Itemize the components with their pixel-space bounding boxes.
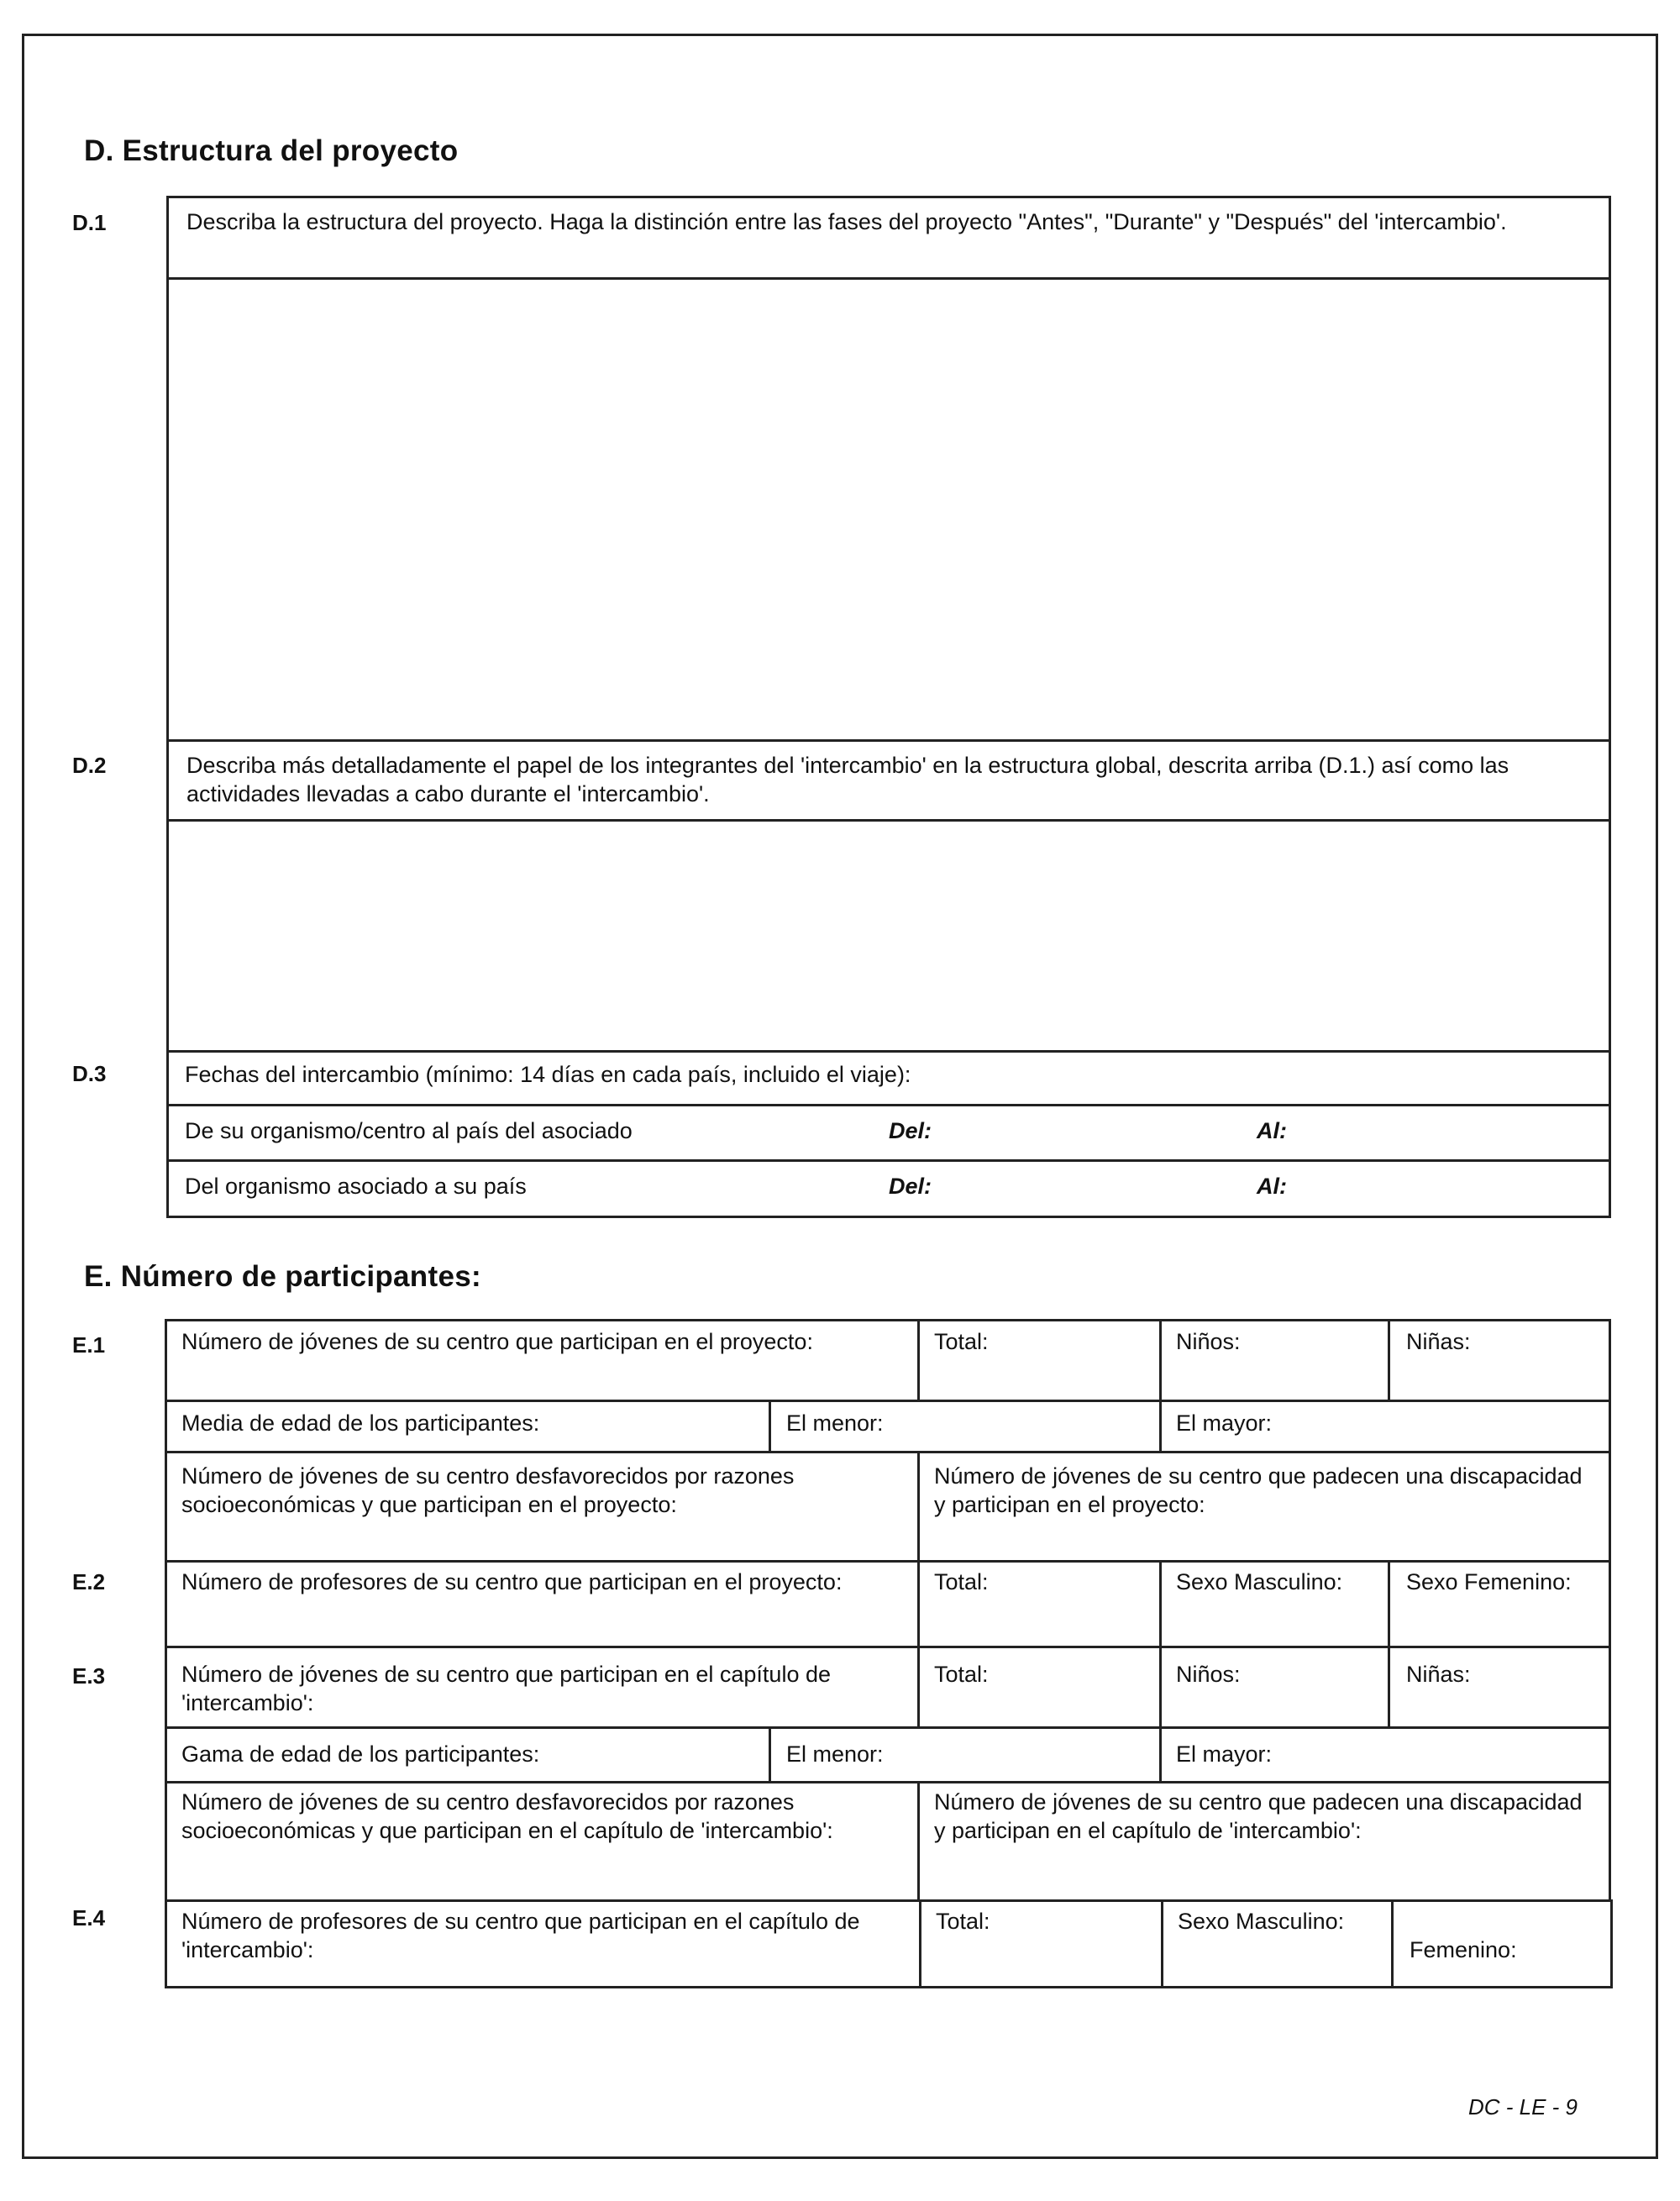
d3-code: D.3 (72, 1061, 107, 1086)
e1-media-edad-field[interactable]: Media de edad de los participantes: (181, 1410, 540, 1436)
e1-ninas-field[interactable]: Niñas: (1406, 1329, 1471, 1354)
e3-gama-edad-field[interactable]: Gama de edad de los participantes: (181, 1741, 540, 1767)
e1-mayor-field[interactable]: El mayor: (1176, 1410, 1273, 1436)
e1-menor-field[interactable]: El menor: (786, 1410, 884, 1436)
divider (1388, 1560, 1390, 1648)
e1-jovenes-label: Número de jóvenes de su centro que participan en el proyecto: (181, 1329, 813, 1354)
divider (1388, 1319, 1390, 1400)
section-d-title: D. Estructura del proyecto (84, 134, 459, 167)
d2-question: Describa más detalladamente el papel de los integrantes del 'intercambio' en la estructura global, descrita arriba (D.1.) así como las actividades llevadas a cabo durante el 'intercambio'. (186, 753, 1509, 806)
e1-discapacidad-field[interactable]: Número de jóvenes de su centro que padecen una discapacidad y participan en el proyecto: (934, 1463, 1583, 1517)
divider (1391, 1899, 1394, 1988)
divider (165, 1451, 1611, 1453)
d1-question: Describa la estructura del proyecto. Haga la distinción entre las fases del proyecto "Antes", "Durante" y "Después" del 'intercambio'. (186, 209, 1507, 234)
e2-code: E.2 (72, 1569, 106, 1594)
e3-mayor-field[interactable]: El mayor: (1176, 1741, 1273, 1767)
divider (1159, 1560, 1162, 1648)
d3-row2-label: Del organismo asociado a su país (185, 1174, 527, 1199)
e1-code: E.1 (72, 1332, 106, 1358)
divider (769, 1400, 771, 1451)
e3-menor-field[interactable]: El menor: (786, 1741, 884, 1767)
e3-total-field[interactable]: Total: (934, 1662, 989, 1687)
d3-row2-al-field[interactable]: Al: (1257, 1174, 1287, 1199)
e3-code: E.3 (72, 1663, 106, 1689)
e3-ninas-field[interactable]: Niñas: (1406, 1662, 1471, 1687)
divider (165, 1726, 1611, 1729)
e1-total-field[interactable]: Total: (934, 1329, 989, 1354)
e2-femenino-field[interactable]: Sexo Femenino: (1406, 1569, 1572, 1594)
section-e-title: E. Número de participantes: (84, 1260, 481, 1293)
divider (917, 1319, 920, 1400)
d3-row1-del-field[interactable]: Del: (889, 1118, 932, 1143)
d2-answer-area[interactable] (166, 819, 1611, 1053)
e2-profesores-label: Número de profesores de su centro que participan en el proyecto: (181, 1569, 843, 1594)
divider (919, 1899, 921, 1988)
e3-desfavorecidos-field[interactable]: Número de jóvenes de su centro desfavorecidos por razones socioeconómicas y que participan en el capítulo de 'intercambio': (181, 1789, 833, 1843)
divider (917, 1781, 920, 1902)
d3-row1-al-field[interactable]: Al: (1257, 1118, 1287, 1143)
divider (166, 1104, 1611, 1106)
page-code: DC - LE - 9 (1467, 2094, 1578, 2120)
divider (769, 1726, 771, 1781)
divider (165, 1781, 1611, 1783)
e1-ninos-field[interactable]: Niños: (1176, 1329, 1241, 1354)
divider (165, 1400, 1611, 1402)
d1-answer-area[interactable] (166, 277, 1611, 742)
divider (166, 1159, 1611, 1162)
d3-header: Fechas del intercambio (mínimo: 14 días en cada país, incluido el viaje): (185, 1062, 911, 1087)
d1-code: D.1 (72, 210, 107, 235)
e3-ninos-field[interactable]: Niños: (1176, 1662, 1241, 1687)
e2-total-field[interactable]: Total: (934, 1569, 989, 1594)
e4-code: E.4 (72, 1905, 106, 1930)
divider (1161, 1899, 1163, 1988)
divider (1388, 1646, 1390, 1726)
e3-jovenes-label: Número de jóvenes de su centro que participan en el capítulo de 'intercambio': (181, 1662, 831, 1715)
divider (1159, 1319, 1162, 1451)
d3-row2-del-field[interactable]: Del: (889, 1174, 932, 1199)
e2-masculino-field[interactable]: Sexo Masculino: (1176, 1569, 1343, 1594)
d2-code: D.2 (72, 753, 107, 778)
e4-femenino-field[interactable]: Femenino: (1410, 1937, 1517, 1962)
e4-masculino-field[interactable]: Sexo Masculino: (1178, 1909, 1345, 1934)
e4-total-field[interactable]: Total: (936, 1909, 990, 1934)
divider (917, 1560, 920, 1648)
divider (917, 1646, 920, 1726)
e3-discapacidad-field[interactable]: Número de jóvenes de su centro que padecen una discapacidad y participan en el capítulo de 'intercambio': (934, 1789, 1583, 1843)
divider (1159, 1646, 1162, 1781)
divider (917, 1451, 920, 1563)
d3-row1-label: De su organismo/centro al país del asociado (185, 1118, 633, 1143)
e4-profesores-label: Número de profesores de su centro que participan en el capítulo de 'intercambio': (181, 1909, 860, 1962)
e1-desfavorecidos-field[interactable]: Número de jóvenes de su centro desfavorecidos por razones socioeconómicas y que participan en el proyecto: (181, 1463, 795, 1517)
